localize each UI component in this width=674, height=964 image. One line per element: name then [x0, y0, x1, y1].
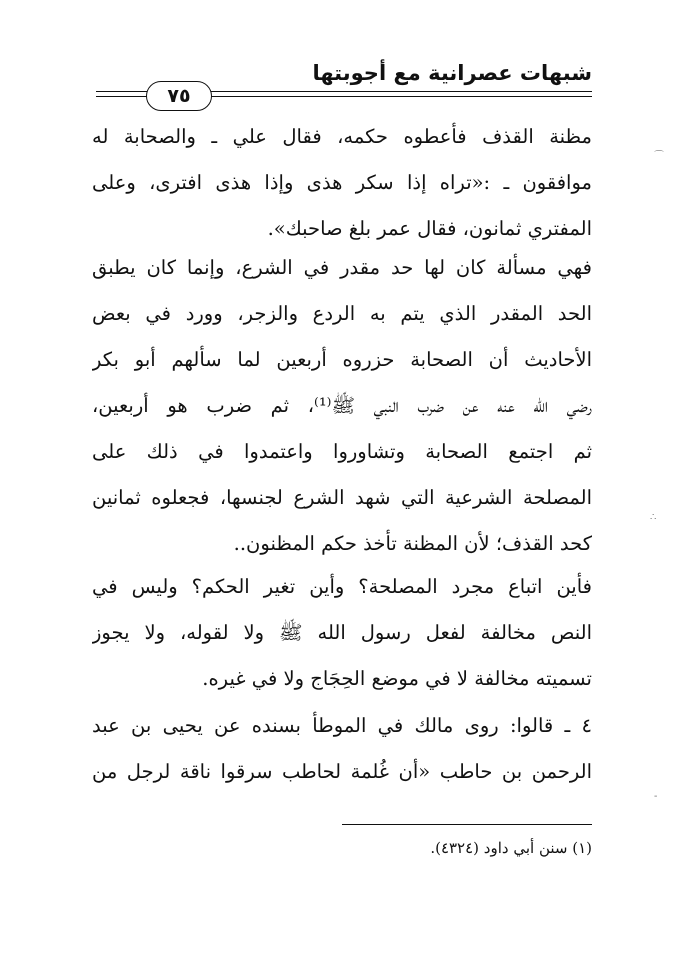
text-line: فأين اتباع مجرد المصلحة؟ وأين تغير الحكم؟ وليس في: [92, 575, 592, 598]
text-line: تسميته مخالفة لا في موضع الحِجَاج ولا في غيره.: [202, 667, 592, 690]
running-title: شبهات عصرانية مع أجوبتها: [312, 61, 592, 85]
text-line: رضي الله عنه عن ضرب النبي ﷺ⁽¹⁾، ثم ضرب هو أربعين،: [92, 394, 592, 417]
text-line: الأحاديث أن الصحابة حزروه أربعين لما سألهم أبو بكر: [92, 348, 592, 371]
text-line: الحد المقدر الذي يتم به الردع والزجر، وورد في بعض: [92, 302, 592, 325]
text-line: مظنة القذف فأعطوه حكمه، فقال علي ـ والصحابة له: [92, 125, 592, 148]
page-number: ٧٥: [146, 81, 212, 111]
text-line: المصلحة الشرعية التي شهد الشرع لجنسها، فجعلوه ثمانين: [92, 486, 592, 509]
text-line: الرحمن بن حاطب «أن غُلمة لحاطب سرقوا ناقة لرجل من: [92, 760, 592, 783]
text-line: كحد القذف؛ لأن المظنة تأخذ حكم المظنون..: [233, 532, 592, 555]
scan-speck: ∴: [650, 512, 657, 523]
footnote-rule: [342, 824, 592, 825]
text-line: المفتري ثمانون، فقال عمر بلغ صاحبك».: [267, 217, 592, 240]
footnote: (١) سنن أبي داود (٤٣٢٤).: [430, 839, 592, 857]
paragraph-2: [92, 245, 592, 567]
scan-speck: -: [654, 791, 658, 802]
scan-speck: ⌒: [654, 151, 664, 162]
paragraph-1: [92, 114, 592, 252]
paragraph-3: [92, 564, 592, 702]
paragraph-4: [92, 703, 592, 795]
text-line: النص مخالفة لفعل رسول الله ﷺ ولا لقوله، ولا يجوز: [92, 621, 592, 644]
text-line: موافقون ـ :«تراه إذا سكر هذى وإذا هذى افترى، وعلى: [92, 171, 592, 194]
text-line: ٤ ـ قالوا: روى مالك في الموطأ بسنده عن يحيى بن عبد: [92, 714, 592, 737]
text-line: فهي مسألة كان لها حد مقدر في الشرع، وإنما كان يطبق: [92, 256, 592, 279]
text-line: ثم اجتمع الصحابة وتشاوروا واعتمدوا في ذلك على: [92, 440, 592, 463]
